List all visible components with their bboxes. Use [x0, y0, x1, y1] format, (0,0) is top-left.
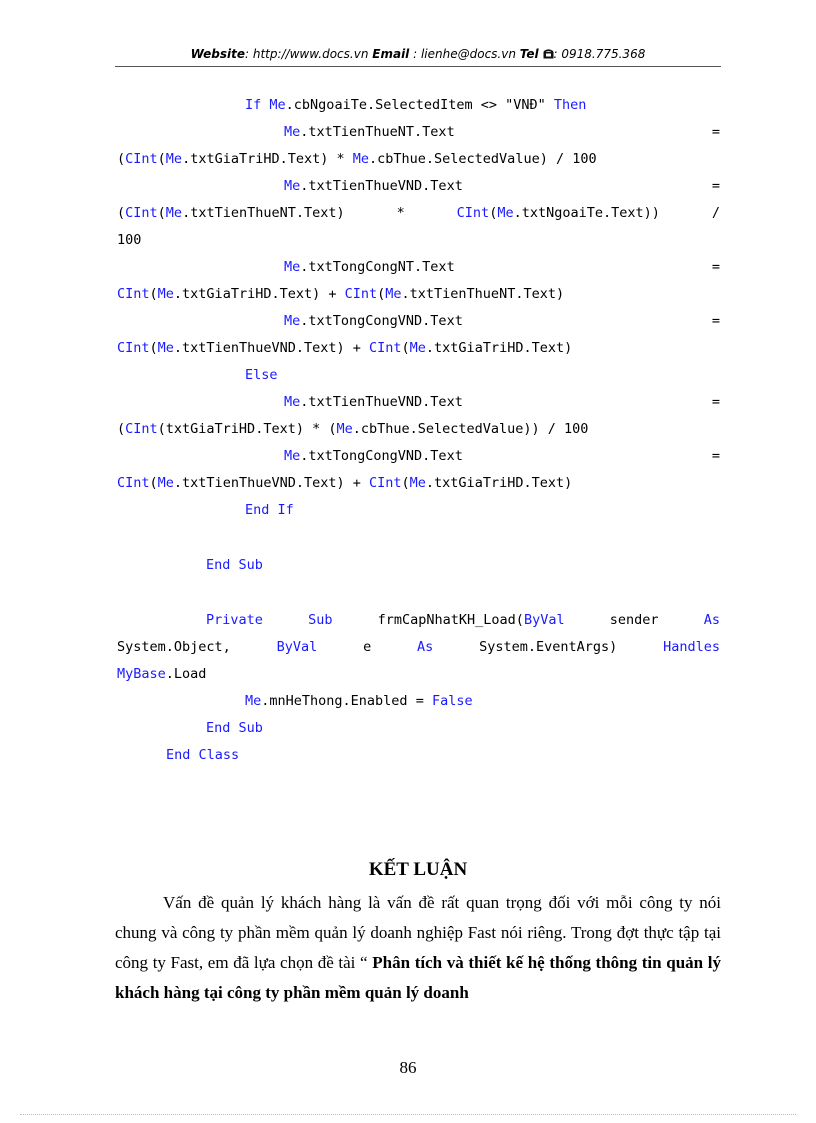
code-text: *: [396, 205, 405, 221]
keyword: Me: [284, 124, 301, 140]
keyword: As: [417, 639, 434, 655]
code-line: [117, 634, 720, 661]
code-line: [117, 715, 720, 742]
code-text: .txtTongCongVND.Text: [300, 448, 463, 464]
keyword: Me: [284, 394, 301, 410]
code-text: .txtTienThueNT.Text): [401, 286, 565, 302]
keyword: Me: [157, 475, 174, 491]
code-line: [117, 308, 720, 335]
website-label: Website: [190, 47, 245, 61]
keyword: CInt: [117, 286, 150, 302]
paragraph-text: Vấn đề quản lý khách hàng là vấn đề rất quan trọng đối với mỗi công ty nói chung và công ty phần mềm quản lý doanh nghiệp Fast nói riêng. Trong đợt thực tập tại công ty Fast, em đã lựa chọn đề tài “: [115, 893, 721, 972]
code-text: (: [157, 205, 166, 221]
conclusion-section: [115, 852, 721, 1008]
code-text: =: [711, 259, 720, 275]
keyword: End Class: [166, 747, 240, 763]
code-line: [117, 200, 720, 227]
code-line: [117, 335, 720, 362]
code-line: [117, 688, 720, 715]
keyword: CInt: [125, 421, 158, 437]
code-text: .txtGiaTriHD.Text): [425, 340, 573, 356]
keyword: Then: [553, 97, 587, 113]
keyword: Me: [284, 448, 301, 464]
code-line: [117, 92, 720, 119]
keyword: ByVal: [523, 612, 565, 628]
keyword: CInt: [344, 286, 378, 302]
keyword: End If: [245, 502, 294, 518]
keyword: Me: [165, 205, 183, 221]
code-text: System.Object,: [117, 639, 231, 655]
code-text: .mnHeThong.Enabled =: [261, 693, 432, 709]
keyword: Me: [157, 340, 174, 356]
code-line: [117, 389, 720, 416]
page-number: 86: [399, 1058, 417, 1077]
keyword: Me: [269, 97, 286, 113]
code-line: [117, 362, 720, 389]
code-text: (: [117, 151, 126, 167]
code-block: [117, 92, 720, 769]
keyword: CInt: [125, 151, 158, 167]
code-text: .txtNgoaiTe.Text)): [513, 205, 660, 221]
code-line: [117, 443, 720, 470]
code-text: .txtTienThueVND.Text: [300, 394, 463, 410]
code-text: .txtTongCongNT.Text: [300, 259, 455, 275]
code-text: (: [149, 340, 158, 356]
code-line: [117, 281, 720, 308]
blank-line: [117, 524, 720, 552]
code-text: .txtTienThueVND.Text) +: [173, 475, 369, 491]
code-text: e: [363, 639, 372, 655]
keyword: Me: [245, 693, 262, 709]
code-line: [117, 470, 720, 497]
code-text: .txtTienThueVND.Text) +: [173, 340, 369, 356]
keyword: Me: [385, 286, 402, 302]
website-value: : http://www.docs.vn: [244, 47, 369, 61]
code-text: .txtTienThueNT.Text): [182, 205, 345, 221]
keyword: Me: [157, 286, 174, 302]
phone-icon: [543, 49, 554, 59]
keyword: Me: [409, 475, 426, 491]
code-text: (: [401, 475, 410, 491]
keyword: Private: [206, 612, 263, 628]
code-line: [117, 146, 720, 173]
code-line: [117, 497, 720, 524]
tel-value: : 0918.775.368: [553, 47, 646, 61]
keyword: Else: [245, 367, 278, 383]
page-bottom-border: [20, 1114, 796, 1115]
code-text: =: [711, 448, 720, 464]
code-text: (: [377, 286, 386, 302]
keyword: MyBase: [117, 666, 166, 682]
code-line: [117, 227, 720, 254]
code-text: (: [149, 475, 158, 491]
code-text: (: [157, 151, 166, 167]
code-line: [117, 416, 720, 443]
code-text: .txtTienThueVND.Text: [300, 178, 463, 194]
code-text: =: [711, 313, 720, 329]
code-text: /: [711, 205, 720, 221]
code-text: .cbThue.SelectedValue) / 100: [369, 151, 597, 167]
code-text: .Load: [165, 666, 207, 682]
keyword: CInt: [125, 205, 158, 221]
keyword: Sub: [308, 612, 333, 628]
blank-line: [117, 579, 720, 607]
header-divider: [115, 66, 721, 67]
code-line: [117, 661, 720, 688]
keyword: Me: [284, 259, 301, 275]
code-text: (: [489, 205, 498, 221]
keyword: Me: [409, 340, 426, 356]
code-text: .cbThue.SelectedValue)) / 100: [352, 421, 589, 437]
keyword: Me: [352, 151, 370, 167]
keyword: ByVal: [276, 639, 318, 655]
code-text: (: [149, 286, 158, 302]
keyword: CInt: [117, 340, 150, 356]
code-text: (txtGiaTriHD.Text) * (: [157, 421, 337, 437]
keyword: Me: [284, 178, 301, 194]
section-title: KẾT LUẬN: [368, 859, 468, 880]
keyword: CInt: [369, 340, 402, 356]
code-text: (: [117, 421, 126, 437]
code-text: .txtTongCongVND.Text: [300, 313, 463, 329]
code-text: =: [711, 394, 720, 410]
code-line: [117, 173, 720, 200]
keyword: CInt: [369, 475, 402, 491]
conclusion-paragraph: [115, 888, 721, 1008]
keyword: End Sub: [206, 557, 263, 573]
keyword: As: [703, 612, 720, 628]
code-line: [117, 119, 720, 146]
keyword: If: [245, 97, 262, 113]
code-text: .txtGiaTriHD.Text) *: [182, 151, 353, 167]
keyword: Handles: [663, 639, 720, 655]
code-text: (: [117, 205, 126, 221]
keyword: CInt: [117, 475, 150, 491]
paragraph-bold-text: Phân tích và thiết kế hệ thống thông tin quản lý khách hàng tại công ty phần mềm quản lý doanh: [115, 953, 721, 1002]
code-text: .txtTienThueNT.Text: [300, 124, 455, 140]
code-line: [117, 607, 720, 634]
code-line: [117, 254, 720, 281]
email-label: Email: [372, 47, 410, 61]
keyword: Me: [165, 151, 183, 167]
keyword: End Sub: [206, 720, 263, 736]
code-text: =: [711, 124, 720, 140]
keyword: CInt: [456, 205, 490, 221]
code-text: .txtGiaTriHD.Text) +: [173, 286, 345, 302]
keyword: Me: [336, 421, 353, 437]
page-header: [115, 47, 721, 67]
keyword: Me: [284, 313, 301, 329]
keyword: Me: [497, 205, 514, 221]
keyword: False: [431, 693, 473, 709]
tel-label: Tel: [519, 47, 539, 61]
code-text: =: [711, 178, 720, 194]
code-line: [117, 552, 720, 579]
code-text: frmCapNhatKH_Load(: [377, 612, 524, 628]
email-value: : lienhe@docs.vn: [409, 47, 516, 61]
code-text: (: [401, 340, 410, 356]
code-text: System.EventArgs): [479, 639, 618, 655]
code-text: sender: [609, 612, 659, 628]
code-line: [117, 742, 720, 769]
code-text: .txtGiaTriHD.Text): [425, 475, 573, 491]
code-text: 100: [117, 232, 142, 248]
code-text: .cbNgoaiTe.SelectedItem <> "VNĐ": [285, 97, 546, 113]
